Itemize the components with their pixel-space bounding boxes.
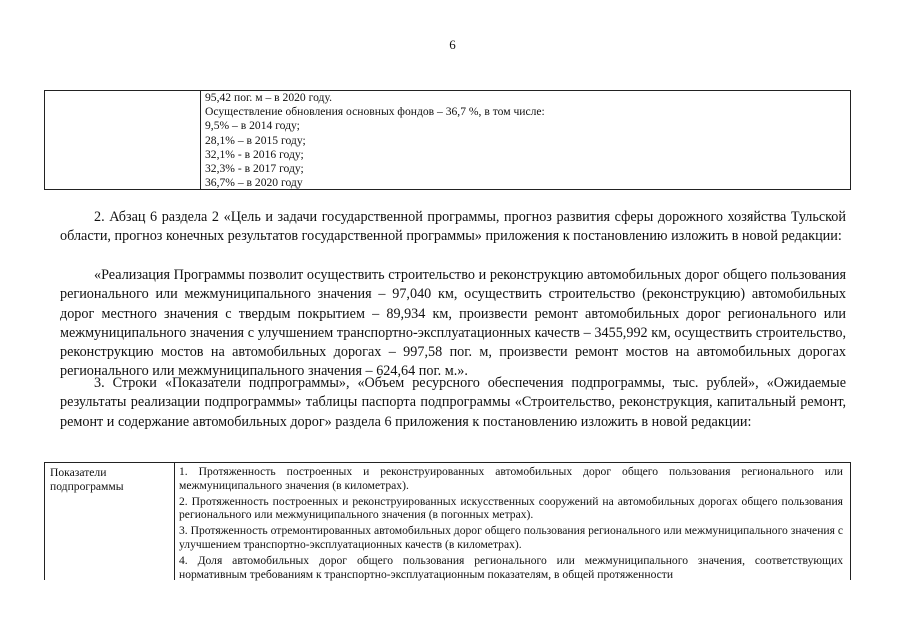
paragraph-text: 2. Абзац 6 раздела 2 «Цель и задачи государственной программы, прогноз развития сферы дорожного хозяйства Тульской области, прогноз конечных результатов государственной программы» приложения к постановлению изложить в новой редакции:: [60, 209, 846, 245]
list-item: 2. Протяженность построенных и реконструированных искусственных сооружений на автомобильных дорогах общего пользования регионального или межмуниципального значения (в погонных метрах).: [179, 494, 843, 522]
paragraph-quote: [60, 266, 846, 382]
paragraph-item-3: [60, 374, 846, 432]
top-table-fragment: [44, 90, 851, 190]
list-item: 1. Протяженность построенных и реконструированных автомобильных дорог общего пользования регионального или межмуниципального значения (в километрах).: [179, 465, 843, 492]
table-cell-indicators: [179, 465, 843, 583]
paragraph-text: «Реализация Программы позволит осуществить строительство и реконструкцию автомобильных дорог общего пользования регионального или межмуниципального значения – 97,040 км, осуществить строительство (реконструкцию) автомобильных дорог местного значения с твердым покрытием – 89,934 км, произвести ремонт автомобильных дорог регионального или межмуниципального значения с улучшением транспортно-эксплуатационных качеств – 3455,992 км, осуществить строительство, реконструкцию мостов на автомобильных дорогах – 997,58 пог. м, произвести ремонт мостов на автомобильных дорогах регионального или межмуниципального значения – 624,64 пог. м.».: [60, 267, 846, 380]
table-line: 36,7% – в 2020 году: [205, 176, 303, 190]
label-line: подпрограммы: [50, 480, 124, 493]
table-column-divider: [174, 463, 175, 580]
table-line: 32,1% - в 2016 году;: [205, 147, 304, 161]
table-line: 28,1% – в 2015 году;: [205, 133, 306, 147]
label-line: Показатели: [50, 466, 107, 479]
page-number: 6: [449, 37, 456, 52]
table-line: 95,42 пог. м – в 2020 году.: [205, 91, 332, 104]
table-line: Осуществление обновления основных фондов – 36,7 %, в том числе:: [205, 105, 545, 119]
table-line: 9,5% – в 2014 году;: [205, 119, 300, 133]
list-item: 3. Протяженность отремонтированных автомобильных дорог общего пользования регионального или межмуниципального значения с улучшением транспортно-эксплуатационных качеств (в километрах).: [179, 524, 843, 551]
list-item: 4. Доля автомобильных дорог общего пользования регионального или межмуниципального значения, соответствующих нормативным требованиям к транспортно-эксплуатационным показателям, в общей протяженности: [179, 553, 843, 581]
paragraph-item-2: [60, 208, 846, 247]
bottom-table: [44, 462, 851, 580]
top-table-cell: [205, 91, 545, 190]
table-column-divider: [200, 91, 201, 189]
paragraph-text: 3. Строки «Показатели подпрограммы», «Объем ресурсного обеспечения подпрограммы, тыс. рублей», «Ожидаемые результаты реализации подпрограммы» таблицы паспорта подпрограммы «Строительство, реконструкция, капитальный ремонт, ремонт и содержание автомобильных дорог» раздела 6 приложения к постановлению изложить в новой редакции:: [60, 375, 846, 430]
table-row-label: [50, 466, 124, 494]
table-line: 32,3% - в 2017 году;: [205, 162, 304, 176]
